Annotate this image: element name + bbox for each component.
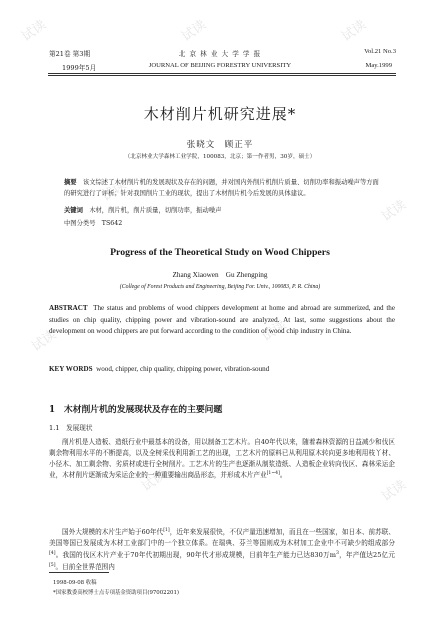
header-rule	[48, 75, 396, 76]
keywords-cn-label: 关键词	[64, 207, 83, 214]
watermark-text: 试读	[19, 17, 50, 45]
header-date-cn: 1999年5月	[62, 64, 97, 72]
section-heading: 1 木材削片机的发展现状及存在的主要问题	[49, 405, 223, 415]
authors-en: Zhang Xiaowen Gu Zhengping	[172, 271, 268, 279]
keywords-cn-text: 木材，削片机，削片质量，切削功率，振动噪声	[89, 207, 222, 214]
subsection-heading: 1.1 发展现状	[49, 424, 93, 432]
header-rule	[48, 73, 396, 74]
paper-title-cn: 木材削片机研究进展*	[143, 105, 297, 123]
paragraph-text: 。我国的伐区木片产业于70年代初期出现，90年代才形成规模，目前年生产能力已达830万m	[55, 550, 337, 559]
paper-title-en: Progress of the Theoretical Study on Wood Chippers	[110, 247, 330, 258]
unit-superscript: 3	[336, 550, 339, 556]
footnote-funding: *国家教委高校博士点专项基金资助项目(97002201)	[53, 590, 179, 596]
header-volume-en: Vol.21 No.3	[364, 48, 396, 55]
body-paragraph	[49, 437, 395, 481]
abstract-en-label: ABSTRACT	[49, 304, 88, 312]
citation-ref: [1]	[163, 528, 170, 533]
citation-ref: [4]	[49, 550, 56, 556]
paragraph-text: ，近年来发展很快，不仅产量迅速增加，而且在一些国家，如日本、前苏联、美国等国已发展成为木材工业部门中的一个独立体系。在瑞典、芬兰等国则成为木材加工企业中不可缺少的组成部分	[49, 528, 395, 547]
authors-cn: 张晓文 顾正平	[186, 140, 254, 150]
citation-ref: [5]	[49, 562, 56, 568]
header-date-en: May.1999	[365, 62, 392, 69]
paragraph-text: ，年产值达25亿元	[338, 550, 395, 559]
classification-cn-label: 中图分类号	[64, 220, 96, 227]
keywords-en	[49, 365, 395, 373]
paragraph-text: 。	[279, 471, 287, 480]
watermark-text: 试读	[29, 327, 60, 355]
abstract-cn	[64, 178, 382, 199]
header-journal-en: JOURNAL OF BEIJING FORESTRY UNIVERSITY	[148, 62, 292, 69]
body-paragraph	[49, 526, 395, 573]
keywords-en-text: wood, chipper, chip quality, chipping power, vibration-sound	[96, 365, 270, 373]
header-journal-cn: 北 京 林 业 大 学 学 报	[178, 50, 262, 58]
citation-ref: [1~4]	[266, 471, 280, 477]
watermark-text: 试读	[139, 467, 170, 495]
classification-cn	[64, 218, 382, 227]
affiliation-en: (College of Forest Products and Engineering, Beijing For. Univ., 100083, P. R. China)	[119, 284, 321, 290]
abstract-en-text: The status and problems of wood chippers development at home and abroad are summerized, and the studies on chip quality, chipping power and vibration-sound are analyzed. At last, some suggestions about the development on wood chippers are put forward according to the condition of wood chip industry in China.	[49, 304, 395, 336]
watermark-text: 试读	[259, 317, 290, 345]
watermark-text: 试读	[339, 17, 370, 45]
abstract-cn-label: 摘要	[64, 179, 77, 186]
abstract-en	[49, 303, 395, 338]
footnote-rule	[49, 572, 109, 573]
classification-cn-code: TS642	[101, 220, 123, 227]
watermark-text: 试读	[379, 197, 410, 225]
paragraph-text: 。目前全世界范围内	[55, 562, 115, 571]
header-volume-cn: 第21卷 第3期	[49, 50, 91, 58]
abstract-cn-text: 该文综述了木材削片机的发展现状及存在的问题，并对国内外削片机削片质量、切削功率和振动噪声等方面的研究进行了评析；针对我国削片工业的现状，提出了木材削片机今后发展的具体建议。	[64, 179, 379, 197]
keywords-cn	[64, 205, 382, 214]
watermark-text: 试读	[179, 17, 210, 45]
paragraph-text: 削片机是人造板、造纸行业中最基本的设备，用以制备工艺木片。自40年代以来，随着森林资源的日益减少和伐区剩余物利用水平的不断提高，以及全树采伐利用新工艺的出现，工艺木片的原料已从利用原木转向更多地利用枝丫材、小径木、加工剩余物、劣质材或进行全树削片。工艺木片的生产也逐渐从制浆造纸、人造板企业转向伐区、森林采运企业，木材削片逐渐成为采运企业的一种重要输出商品形态，并形成木片产业	[49, 438, 395, 480]
keywords-en-label: KEY WORDS	[49, 365, 93, 373]
paragraph-text: 国外大规模的木片生产始于60年代	[62, 528, 164, 537]
affiliation-cn: （北京林业大学森林工业学院，100083，北京；第一作者男，30岁，硕士）	[124, 154, 316, 160]
watermark-text: 试读	[379, 477, 410, 505]
watermark-text: 试读	[99, 177, 130, 205]
footnote-received-date: 1998-09-08 收稿	[53, 580, 97, 586]
